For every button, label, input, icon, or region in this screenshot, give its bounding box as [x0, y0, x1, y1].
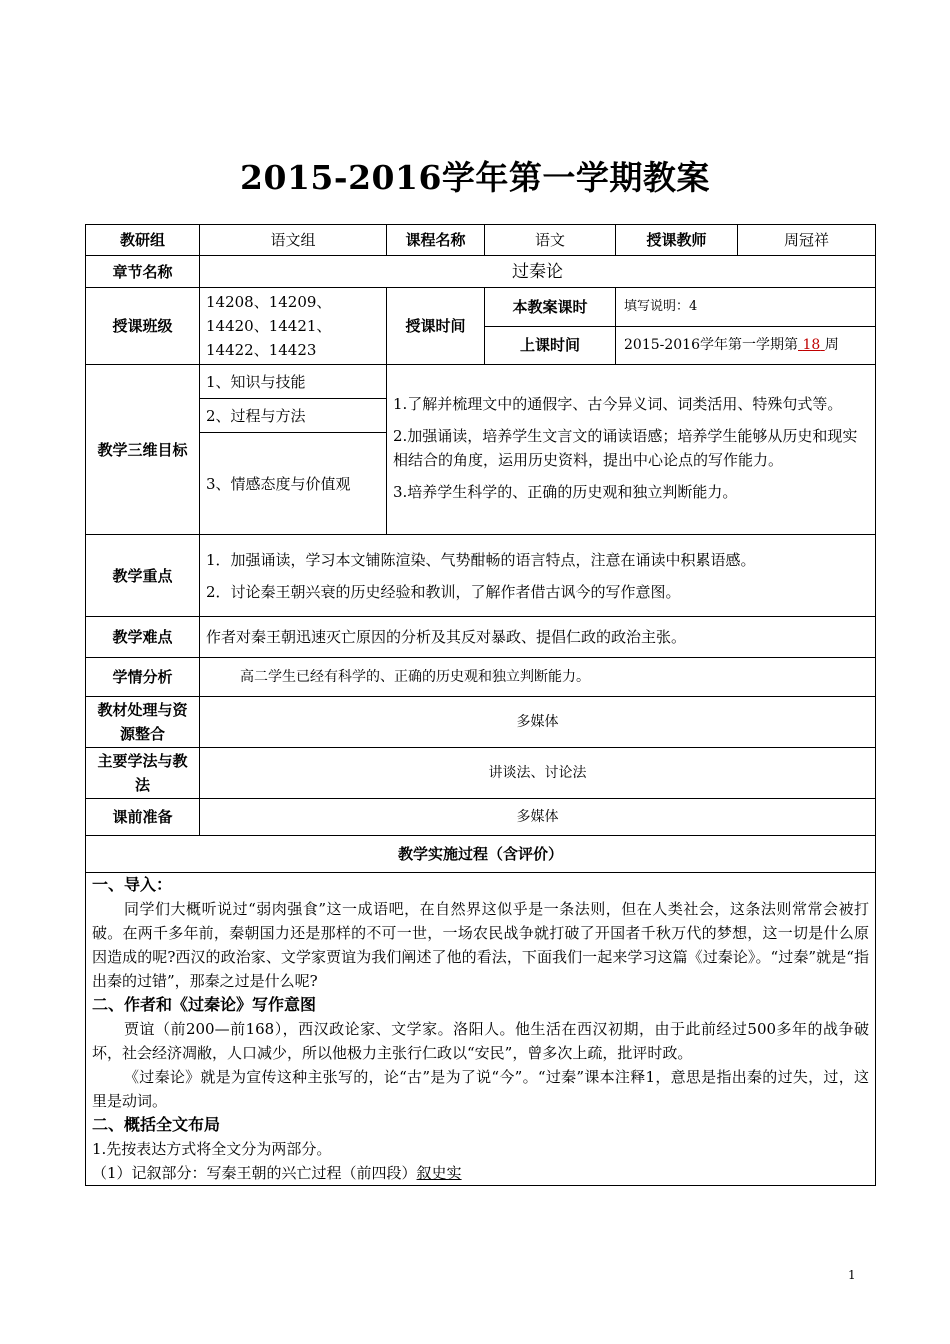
intro-paragraph: 同学们大概听说过“弱肉强食”这一成语吧，在自然界这似乎是一条法则，但在人类社会，这条法则常常会被打破。在两千多年前，秦朝国力还是那样的不可一世，一场农民战争就打破了开国者千秋万代的梦想，这一切是什么原因造成的呢?西汉的政治家、文学家贾谊为我们阐述了他的看法，下面我们一起来学习这篇《过秦论》。“过秦”就是“指出秦的过错”，那秦之过是什么呢?	[92, 900, 869, 990]
key-points-label: 教学重点	[86, 535, 200, 617]
author-paragraph: 贾谊（前200—前168），西汉政论家、文学家。洛阳人。他生活在西汉初期，由于此前经过500多年的战争破坏，社会经济凋敝，人口减少，所以他极力主张行仁政以“安民”，曾多次上疏，批评时政。	[92, 1020, 869, 1062]
teacher-label: 授课教师	[616, 225, 738, 256]
materials-row	[86, 697, 876, 748]
goal-dim-process: 2、过程与方法	[200, 399, 387, 433]
teacher-value: 周冠祥	[738, 225, 876, 256]
analysis-label: 学情分析	[86, 658, 200, 697]
materials-value: 多媒体	[200, 697, 876, 748]
time-label: 授课时间	[387, 288, 485, 365]
class-row	[86, 288, 876, 327]
analysis-row	[86, 658, 876, 697]
week-number: 18	[802, 337, 821, 354]
key-point-item: 1．加强诵读，学习本文铺陈渲染、气势酣畅的语言特点，注意在诵读中积累语感。	[206, 550, 756, 569]
methods-value: 讲谈法、讨论法	[200, 748, 876, 799]
class-time-label: 上课时间	[485, 326, 616, 365]
layout-line	[92, 1161, 869, 1185]
goal-item: 2.加强诵读，培养学生文言文的诵读语感；培养学生能够从历史和现实相结合的角度，运用历史资料，提出中心论点的写作能力。	[393, 426, 858, 469]
difficulty-label: 教学难点	[86, 617, 200, 658]
class-time-prefix: 2015-2016学年第一学期第	[624, 337, 798, 354]
process-body-row	[86, 873, 876, 1186]
page-title: 2015-2016学年第一学期教案	[240, 158, 710, 197]
difficulty-row	[86, 617, 876, 658]
chapter-label: 章节名称	[86, 256, 200, 288]
goals-content	[387, 365, 876, 535]
chapter-value: 过秦论	[200, 256, 876, 288]
intent-paragraph: 《过秦论》就是为宣传这种主张写的，论“古”是为了说“今”。“过秦”课本注释1，意思是指出秦的过失，过，这里是动词。	[92, 1068, 869, 1110]
difficulty-value: 作者对秦王朝迅速灭亡原因的分析及其反对暴政、提倡仁政的政治主张。	[200, 617, 876, 658]
class-label: 授课班级	[86, 288, 200, 365]
group-label: 教研组	[86, 225, 200, 256]
group-value: 语文组	[200, 225, 387, 256]
hours-label: 本教案课时	[485, 288, 616, 327]
section-heading: 一、导入：	[92, 875, 173, 894]
section-heading: 二、概括全文布局	[92, 1115, 221, 1134]
goal-dim-attitude: 3、情感态度与价值观	[200, 433, 387, 535]
layout-line: 1.先按表达方式将全文分为两部分。	[92, 1140, 332, 1158]
materials-label: 教材处理与资源整合	[86, 697, 200, 748]
class-time-value	[616, 326, 876, 365]
header-row	[86, 225, 876, 256]
key-point-item: 2．讨论秦王朝兴衰的历史经验和教训，了解作者借古讽今的写作意图。	[206, 582, 681, 601]
week-suffix: 周	[824, 337, 839, 354]
page-number: 1	[848, 1268, 856, 1282]
process-header-row	[86, 836, 876, 873]
key-points-content	[200, 535, 876, 617]
prep-value: 多媒体	[200, 799, 876, 836]
lesson-plan-table	[85, 224, 876, 1186]
methods-row	[86, 748, 876, 799]
layout-line-underlined: 叙史实	[416, 1164, 462, 1182]
analysis-value: 高二学生已经有科学的、正确的历史观和独立判断能力。	[200, 658, 876, 697]
goals-row	[86, 365, 876, 399]
goal-item: 1.了解并梳理文中的通假字、古今异义词、词类活用、特殊句式等。	[393, 394, 843, 413]
prep-row	[86, 799, 876, 836]
section-heading: 二、作者和《过秦论》写作意图	[92, 995, 317, 1014]
process-body	[86, 873, 876, 1186]
methods-label: 主要学法与教法	[86, 748, 200, 799]
process-header: 教学实施过程（含评价）	[86, 836, 876, 873]
prep-label: 课前准备	[86, 799, 200, 836]
chapter-row	[86, 256, 876, 288]
layout-line-text: （1）记叙部分：写秦王朝的兴亡过程（前四段）	[92, 1164, 417, 1182]
course-label: 课程名称	[387, 225, 485, 256]
goal-item: 3.培养学生科学的、正确的历史观和独立判断能力。	[393, 482, 738, 501]
key-points-row	[86, 535, 876, 617]
class-value: 14208、14209、14420、14421、14422、14423	[200, 288, 387, 365]
course-value: 语文	[485, 225, 616, 256]
goals-label: 教学三维目标	[86, 365, 200, 535]
goal-dim-knowledge: 1、知识与技能	[200, 365, 387, 399]
hours-value: 填写说明：4	[616, 288, 876, 327]
